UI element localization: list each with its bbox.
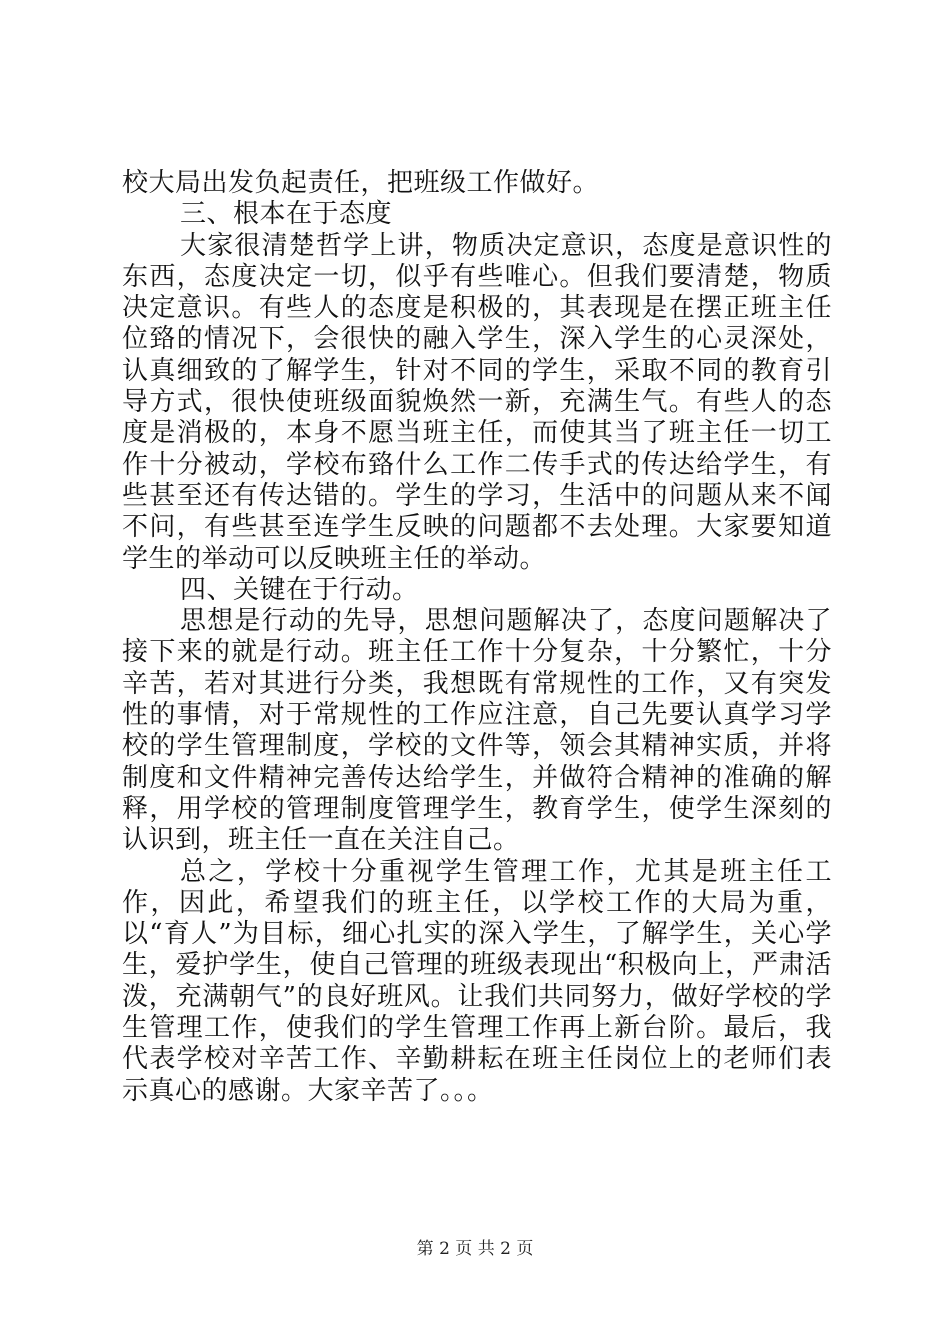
paragraph-continuation: 校大局出发负起责任，把班级工作做好。 bbox=[122, 168, 600, 198]
section-heading-action: 四、关键在于行动。 bbox=[180, 574, 419, 605]
section-heading-attitude: 三、根本在于态度 bbox=[180, 199, 393, 230]
document-body bbox=[122, 168, 832, 1107]
page-footer: 第 2 页 共 2 页 bbox=[416, 1239, 534, 1259]
paragraph-attitude: 大家很清楚哲学上讲，物质决定意识，态度是意识性的东西，态度决定一切，似乎有些唯心。但我们要清楚，物质决定意识。有些人的态度是积极的，其表现是在摆正班主任位臵的情况下，会很快的融入学生，深入学生的心灵深处，认真细致的了解学生，针对不同的学生，采取不同的教育引导方式，很快使班级面貌焕然一新，充满生气。有些人的态度是消极的，本身不愿当班主任，而使其当了班主任一切工作十分被动，学校布臵什么工作二传手式的传达给学生，有些甚至还有传达错的。学生的学习，生活中的问题从来不闻不问，有些甚至连学生反映的问题都不去处理。大家要知道学生的举动可以反映班主任的举动。 bbox=[122, 230, 832, 574]
paragraph-action: 思想是行动的先导，思想问题解决了，态度问题解决了接下来的就是行动。班主任工作十分复杂，十分繁忙，十分辛苦，若对其进行分类，我想既有常规性的工作，又有突发性的事情，对于常规性的工作应注意，自己先要认真学习学校的学生管理制度，学校的文件等，领会其精神实质，并将制度和文件精神完善传达给学生，并做符合精神的准确的解释，用学校的管理制度管理学生，教育学生，使学生深刻的认识到，班主任一直在关注自己。 bbox=[122, 606, 832, 856]
paragraph-conclusion: 总之，学校十分重视学生管理工作，尤其是班主任工作，因此，希望我们的班主任，以学校工作的大局为重，以“育人”为目标，细心扎实的深入学生，了解学生，关心学生，爱护学生，使自己管理的班级表现出“积极向上，严肃活泼，充满朝气”的良好班风。让我们共同努力，做好学校的学生管理工作，使我们的学生管理工作再上新台阶。最后，我代表学校对辛苦工作、辛勤耕耘在班主任岗位上的老师们表示真心的感谢。大家辛苦了。。。 bbox=[122, 856, 832, 1106]
